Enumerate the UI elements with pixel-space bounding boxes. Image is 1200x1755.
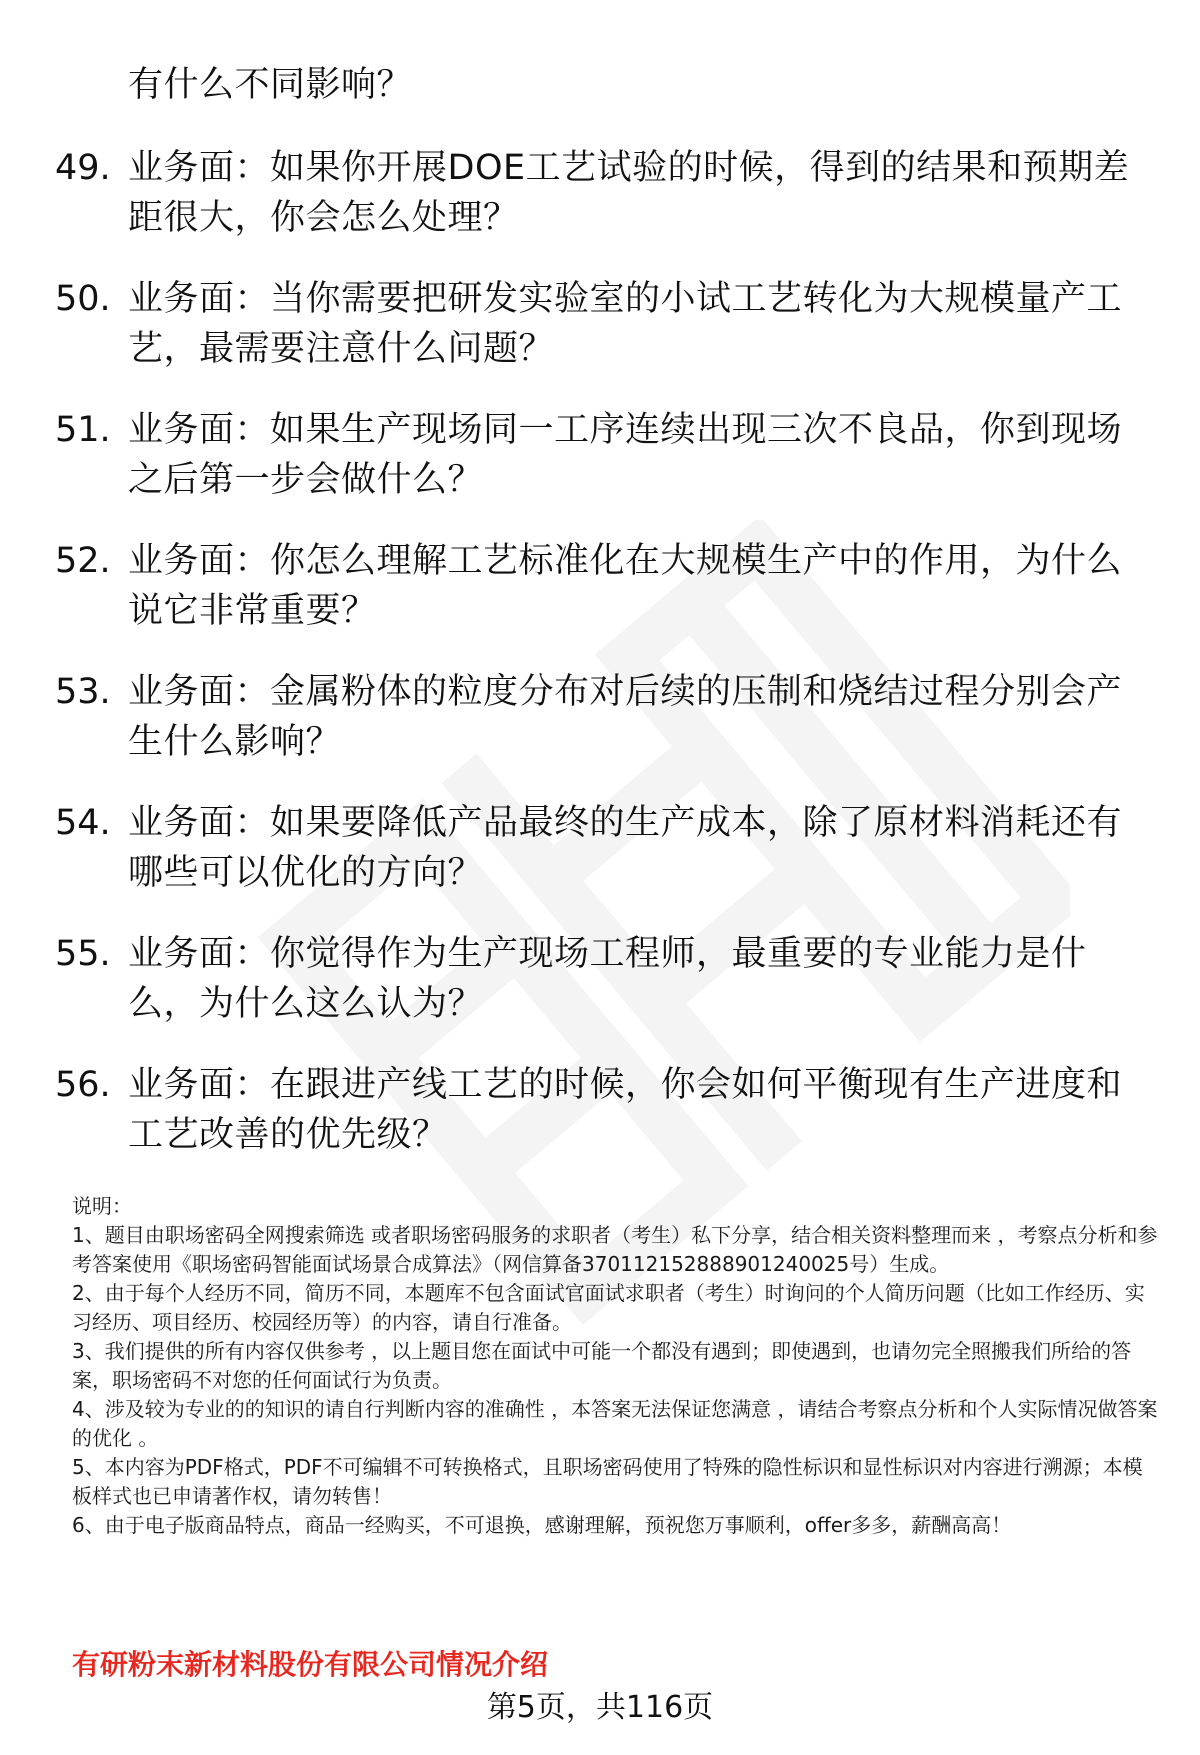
question-text: 业务面：如果你开展DOE工艺试验的时候，得到的结果和预期差距很大，你会怎么处理？ <box>128 148 1130 238</box>
question-item <box>0 798 1200 929</box>
question-text: 业务面：你觉得作为生产现场工程师，最重要的专业能力是什么，为什么这么认为？ <box>128 934 1087 1024</box>
question-item <box>0 929 1200 1060</box>
note-line: 6、由于电子版商品特点，商品一经购买，不可退换，感谢理解，预祝您万事顺利，offer多多，薪酬高高！ <box>72 1513 1012 1537</box>
question-item <box>0 143 1200 274</box>
question-item <box>0 1060 1200 1191</box>
notes-title: 说明： <box>72 1194 132 1218</box>
question-text: 业务面：在跟进产线工艺的时候，你会如何平衡现有生产进度和工艺改善的优先级？ <box>128 1065 1123 1155</box>
question-number: 53. <box>55 672 111 712</box>
question-list <box>0 143 1200 1191</box>
note-line: 4、涉及较为专业的的知识的请自行判断内容的准确性 ，本答案无法保证您满意 ，请结合考察点分析和个人实际情况做答案的优化 。 <box>72 1397 1158 1450</box>
question-number: 51. <box>55 410 111 450</box>
question-text: 业务面：如果生产现场同一工序连续出现三次不良品，你到现场之后第一步会做什么？ <box>128 410 1123 500</box>
question-text: 业务面：金属粉体的粒度分布对后续的压制和烧结过程分别会产生什么影响？ <box>128 672 1123 762</box>
question-continuation: 有什么不同影响？ <box>128 65 413 105</box>
question-item <box>0 667 1200 798</box>
note-line: 2、由于每个人经历不同，简历不同，本题库不包含面试官面试求职者（考生）时询问的个人简历问题（比如工作经历、实习经历、项目经历、校园经历等）的内容，请自行准备。 <box>72 1281 1145 1334</box>
question-number: 56. <box>55 1065 111 1105</box>
note-line: 5、本内容为PDF格式，PDF不可编辑不可转换格式，且职场密码使用了特殊的隐性标识和显性标识对内容进行溯源；本模板样式也已申请著作权，请勿转售！ <box>72 1455 1143 1508</box>
disclaimer-notes <box>72 1192 1162 1540</box>
question-number: 49. <box>55 148 111 188</box>
question-text: 业务面：当你需要把研发实验室的小试工艺转化为大规模量产工艺，最需要注意什么问题？ <box>128 279 1123 369</box>
question-number: 52. <box>55 541 111 581</box>
question-text: 业务面：你怎么理解工艺标准化在大规模生产中的作用，为什么说它非常重要？ <box>128 541 1123 631</box>
question-text: 业务面：如果要降低产品最终的生产成本，除了原材料消耗还有哪些可以优化的方向？ <box>128 803 1123 893</box>
company-intro-link[interactable]: 有研粉末新材料股份有限公司情况介绍 <box>72 1648 549 1681</box>
page-number-footer: 第5页，共116页 <box>486 1690 714 1725</box>
question-item <box>0 536 1200 667</box>
question-item <box>0 405 1200 536</box>
question-number: 55. <box>55 934 111 974</box>
question-number: 54. <box>55 803 111 843</box>
note-line: 3、我们提供的所有内容仅供参考 ，以上题目您在面试中可能一个都没有遇到；即使遇到，也请勿完全照搬我们所给的答案，职场密码不对您的任何面试行为负责。 <box>72 1339 1132 1392</box>
question-number: 50. <box>55 279 111 319</box>
note-line: 1、题目由职场密码全网搜索筛选 或者职场密码服务的求职者（考生）私下分享，结合相关资料整理而来 ，考察点分析和参考答案使用《职场密码智能面试场景合成算法》（网信算备370112152888901240025号）生成。 <box>72 1223 1158 1276</box>
question-item <box>0 274 1200 405</box>
